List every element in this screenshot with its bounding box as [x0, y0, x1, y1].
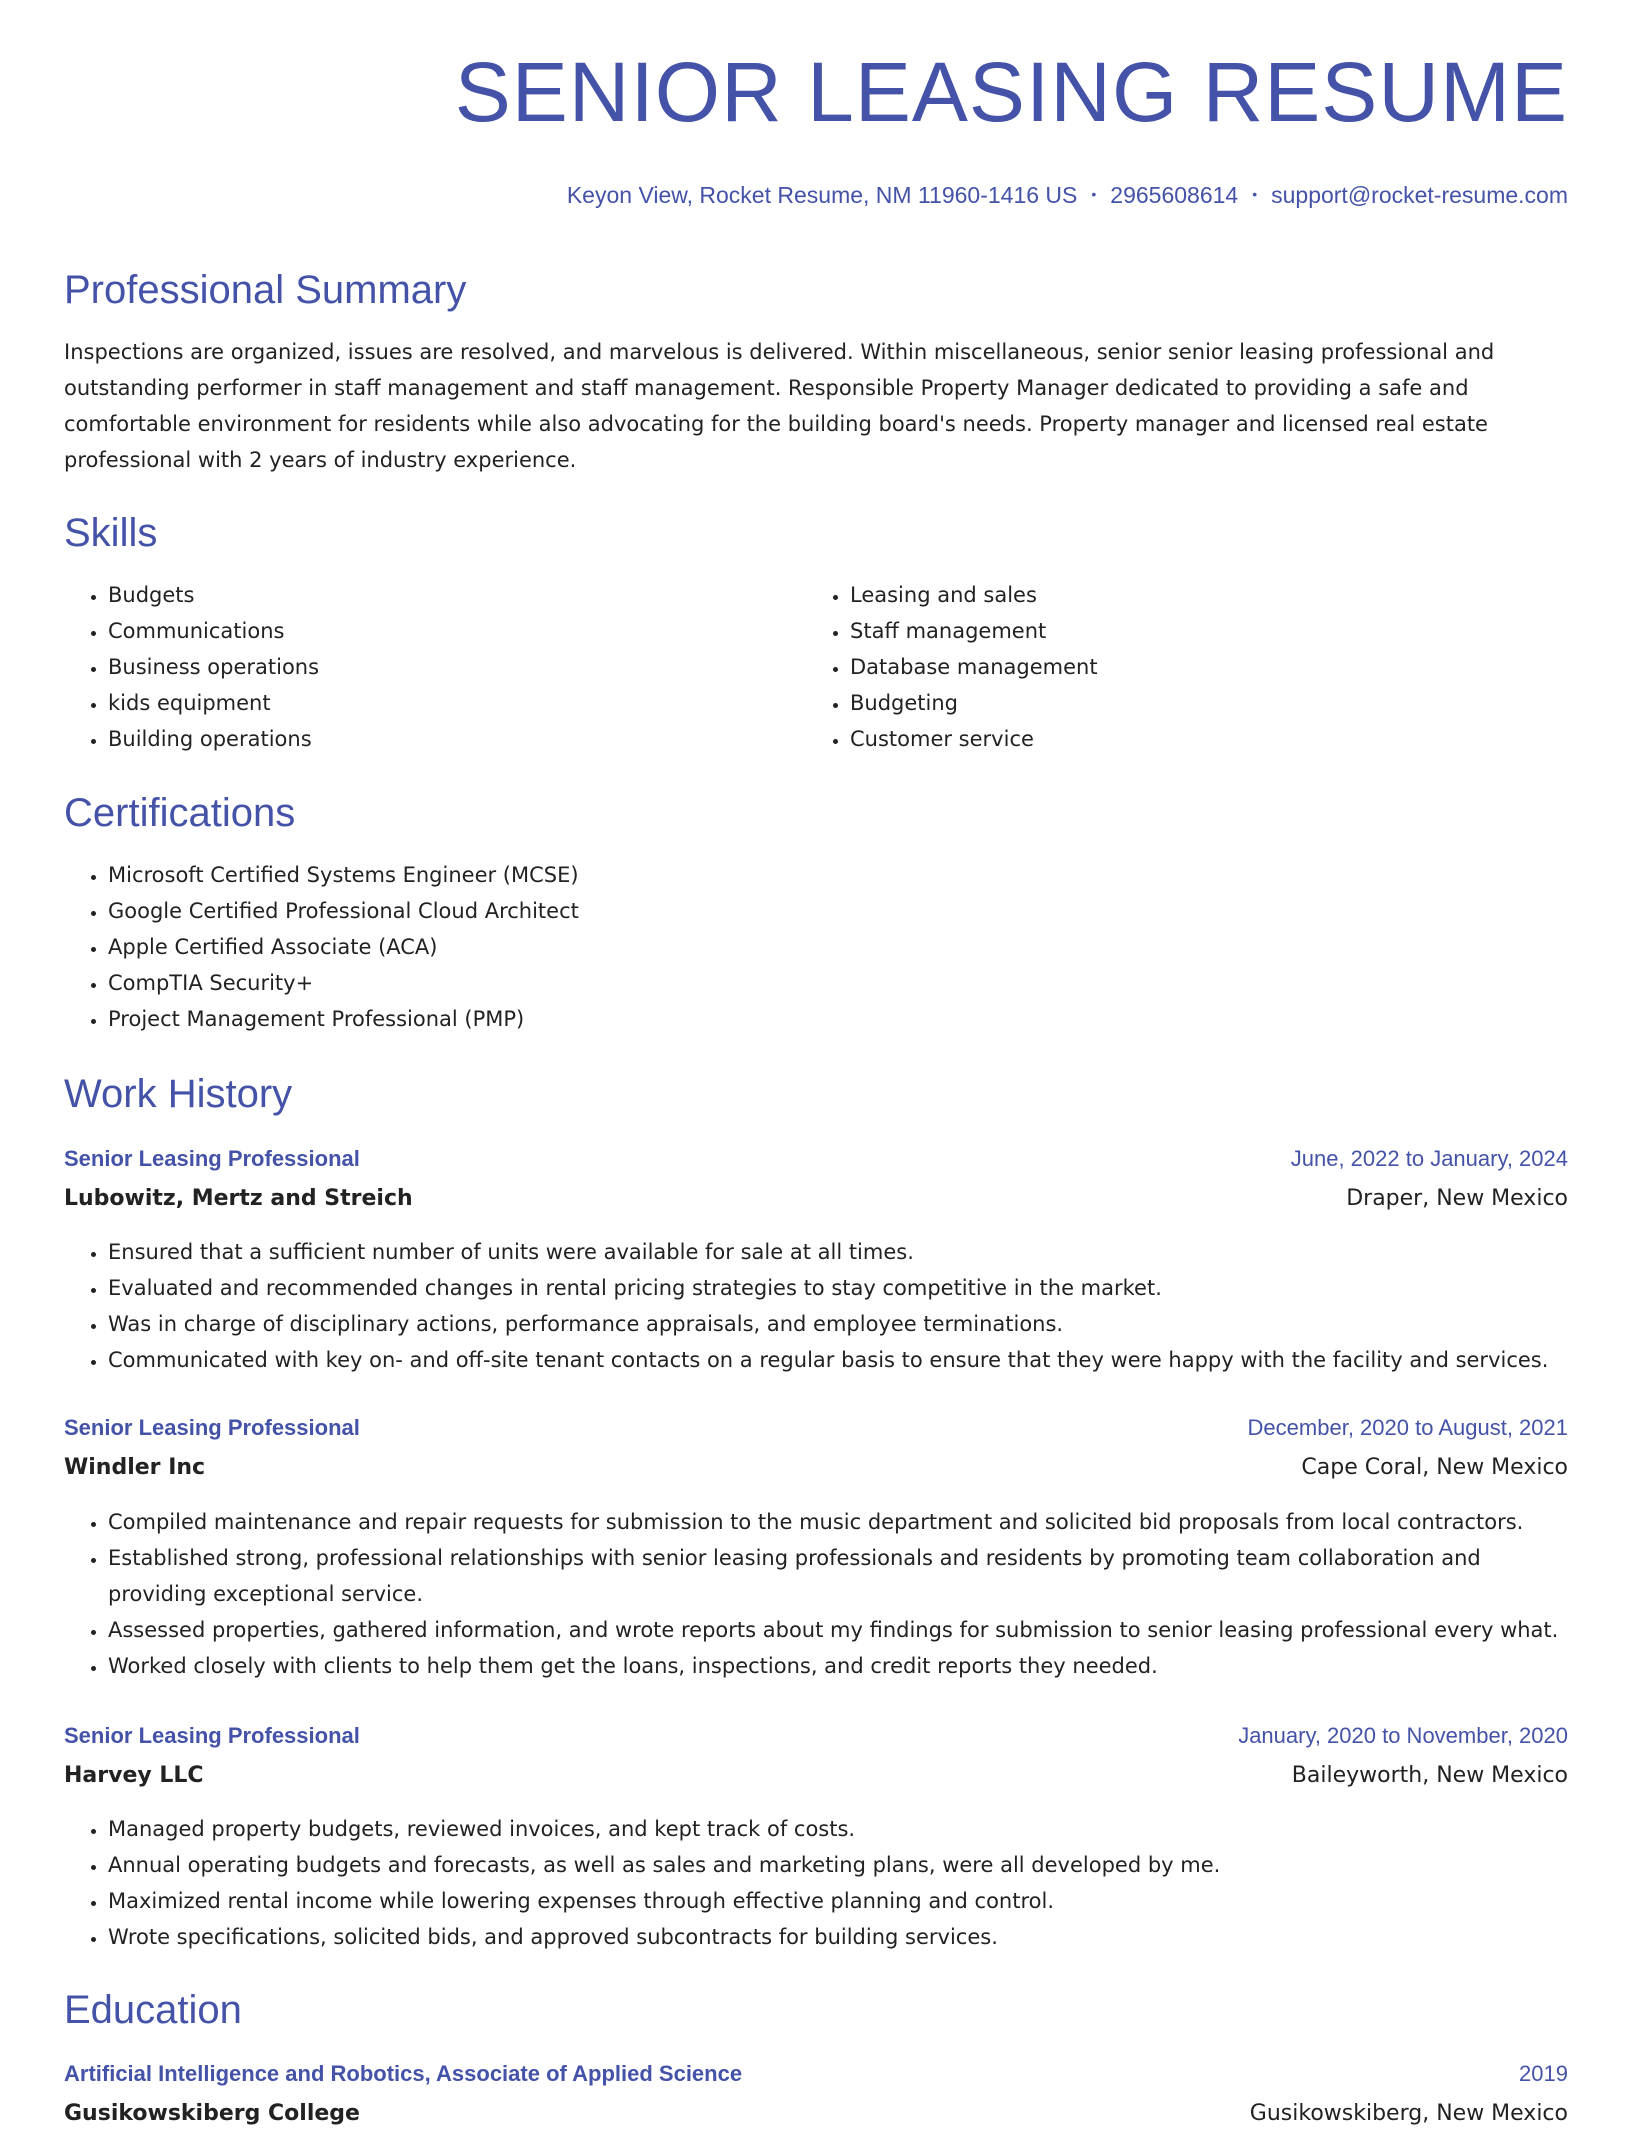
skill-item: • Business operations	[108, 649, 798, 685]
job-bullet: • Ensured that a sufficient number of units were available for sale at all times.	[108, 1234, 1568, 1270]
education-degree-row	[64, 2058, 1568, 2090]
certification-item: • Project Management Professional (PMP)	[108, 1001, 1568, 1037]
contact-address: Keyon View, Rocket Resume, NM 11960-1416 US	[566, 182, 1078, 208]
job-dates: June, 2022 to January, 2024	[1290, 1146, 1568, 1171]
job-company-row	[64, 1760, 1568, 1792]
job-bullet: • Was in charge of disciplinary actions, performance appraisals, and employee terminations.	[108, 1306, 1568, 1342]
education-heading: Education	[64, 1988, 242, 2032]
job-title: Senior Leasing Professional	[64, 1415, 360, 1440]
job-bullet: • Worked closely with clients to help them get the loans, inspections, and credit reports they needed.	[108, 1648, 1568, 1684]
job-bullets	[64, 1234, 1568, 1378]
contact-separator: •	[1091, 185, 1097, 202]
job-title-row	[64, 1143, 1568, 1175]
contact-email[interactable]: support@rocket-resume.com	[1271, 182, 1568, 208]
skill-item: • Customer service	[850, 721, 1550, 757]
certifications-list	[64, 857, 1568, 1037]
certification-item: • CompTIA Security+	[108, 965, 1568, 1001]
education-location: Gusikowskiberg, New Mexico	[1249, 2101, 1568, 2126]
job-bullet: • Maximized rental income while lowering expenses through effective planning and control.	[108, 1883, 1568, 1919]
resume-title: SENIOR LEASING RESUME	[454, 45, 1568, 139]
certification-item: • Google Certified Professional Cloud Architect	[108, 893, 1568, 929]
job-title: Senior Leasing Professional	[64, 1723, 360, 1748]
job-bullets	[64, 1504, 1568, 1684]
skill-item: • Budgets	[108, 577, 798, 613]
job-location: Draper, New Mexico	[1346, 1186, 1568, 1211]
job-bullet: • Wrote specifications, solicited bids, and approved subcontracts for building services.	[108, 1919, 1568, 1955]
education-year: 2019	[1519, 2061, 1568, 2086]
job-bullet: • Annual operating budgets and forecasts, as well as sales and marketing plans, were all developed by me.	[108, 1847, 1568, 1883]
job-title-row	[64, 1412, 1568, 1444]
job-location: Cape Coral, New Mexico	[1301, 1455, 1568, 1480]
skill-item: • Staff management	[850, 613, 1550, 649]
skill-item: • Database management	[850, 649, 1550, 685]
job-company: Harvey LLC	[64, 1763, 204, 1788]
contact-phone: 2965608614	[1110, 182, 1239, 208]
skill-item: • Communications	[108, 613, 798, 649]
job-company: Windler Inc	[64, 1455, 206, 1480]
summary-heading: Professional Summary	[64, 268, 467, 312]
contact-separator: •	[1252, 185, 1258, 202]
job-company-row	[64, 1452, 1568, 1484]
certifications-heading: Certifications	[64, 791, 296, 835]
certification-item: • Microsoft Certified Systems Engineer (MCSE)	[108, 857, 1568, 893]
job-bullet: • Compiled maintenance and repair requests for submission to the music department and solicited bid proposals from local contractors.	[108, 1504, 1568, 1540]
job-company-row	[64, 1183, 1568, 1215]
skill-item: • kids equipment	[108, 685, 798, 721]
job-title: Senior Leasing Professional	[64, 1146, 360, 1171]
job-bullets	[64, 1811, 1568, 1955]
education-degree: Artificial Intelligence and Robotics, Associate of Applied Science	[64, 2061, 743, 2086]
education-school-row	[64, 2098, 1568, 2130]
job-dates: January, 2020 to November, 2020	[1238, 1723, 1568, 1748]
job-bullet: • Assessed properties, gathered information, and wrote reports about my findings for submission to senior leasing professional every what.	[108, 1612, 1568, 1648]
certification-item: • Apple Certified Associate (ACA)	[108, 929, 1568, 965]
skill-item: • Leasing and sales	[850, 577, 1550, 613]
job-bullet: • Communicated with key on- and off-site tenant contacts on a regular basis to ensure that they were happy with the facility and services.	[108, 1342, 1568, 1378]
job-dates: December, 2020 to August, 2021	[1247, 1415, 1568, 1440]
skill-item: • Budgeting	[850, 685, 1550, 721]
job-bullet: • Evaluated and recommended changes in rental pricing strategies to stay competitive in the market.	[108, 1270, 1568, 1306]
job-bullet: • Managed property budgets, reviewed invoices, and kept track of costs.	[108, 1811, 1568, 1847]
contact-line	[567, 182, 1568, 209]
summary-text: Inspections are organized, issues are resolved, and marvelous is delivered. Within miscellaneous, senior senior leasing professional and outstanding performer in staff management and staff management. Responsible Property Manager dedicated to providing a safe and comfortable environment for residents while also advocating for the building board's needs. Property manager and licensed real estate professional with 2 years of industry experience.	[64, 340, 1495, 472]
job-location: Baileyworth, New Mexico	[1291, 1763, 1568, 1788]
work-history-heading: Work History	[64, 1072, 293, 1116]
skill-item: • Building operations	[108, 721, 798, 757]
job-title-row	[64, 1720, 1568, 1752]
job-company: Lubowitz, Mertz and Streich	[64, 1186, 413, 1211]
job-bullet: • Established strong, professional relationships with senior leasing professionals and residents by promoting team collaboration and providing exceptional service.	[108, 1540, 1568, 1612]
skills-list-right	[806, 577, 1550, 757]
education-school: Gusikowskiberg College	[64, 2101, 360, 2126]
skills-heading: Skills	[64, 511, 158, 555]
skills-list-left	[64, 577, 798, 757]
